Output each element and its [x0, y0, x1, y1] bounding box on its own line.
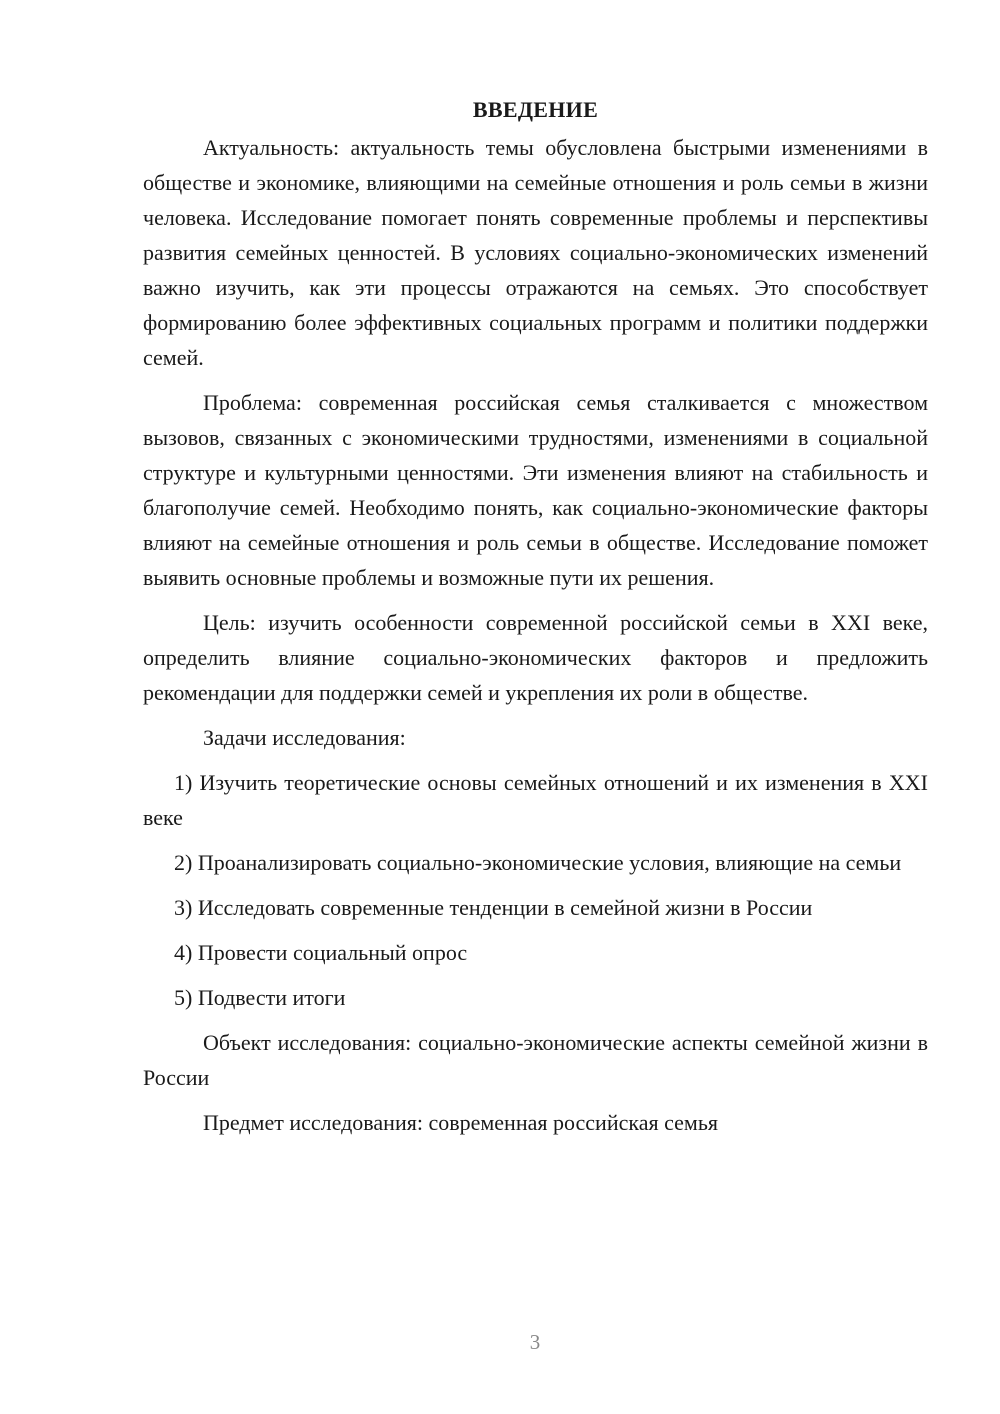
list-item: 2) Проанализировать социально-экономические условия, влияющие на семьи	[174, 850, 902, 875]
tasks-heading: Задачи исследования:	[203, 725, 406, 750]
subject-paragraph: Предмет исследования: современная российская семья	[203, 1110, 718, 1135]
document-page	[143, 92, 928, 1150]
relevance-paragraph: Актуальность: актуальность темы обусловлена быстрыми изменениями в обществе и экономике, влияющими на семейные отношения и роль семьи в жизни человека. Исследование помогает понять современные проблемы и перспективы развития семейных ценностей. В условиях социально-экономических изменений важно изучить, как эти процессы отражаются на семьях. Это способствует формированию более эффективных социальных программ и политики поддержки семей.	[143, 135, 928, 370]
goal-paragraph: Цель: изучить особенности современной российской семьи в XXI веке, определить влияние социально-экономических факторов и предложить рекомендации для поддержки семей и укрепления их роли в обществе.	[143, 610, 928, 705]
list-item: 5) Подвести итоги	[174, 985, 346, 1010]
problem-paragraph: Проблема: современная российская семья сталкивается с множеством вызовов, связанных с экономическими трудностями, изменениями в социальной структуре и культурными ценностями. Эти изменения влияют на стабильность и благополучие семей. Необходимо понять, как социально-экономические факторы влияют на семейные отношения и роль семьи в обществе. Исследование поможет выявить основные проблемы и возможные пути их решения.	[143, 390, 928, 590]
list-item: 4) Провести социальный опрос	[174, 940, 468, 965]
tasks-list	[143, 765, 928, 1015]
document-title: ВВЕДЕНИЕ	[472, 97, 599, 122]
page-number: 3	[529, 1330, 541, 1354]
object-paragraph: Объект исследования: социально-экономические аспекты семейной жизни в России	[143, 1030, 928, 1090]
list-item: 3) Исследовать современные тенденции в семейной жизни в России	[174, 895, 813, 920]
list-item: 1) Изучить теоретические основы семейных отношений и их изменения в XXI веке	[143, 770, 928, 830]
